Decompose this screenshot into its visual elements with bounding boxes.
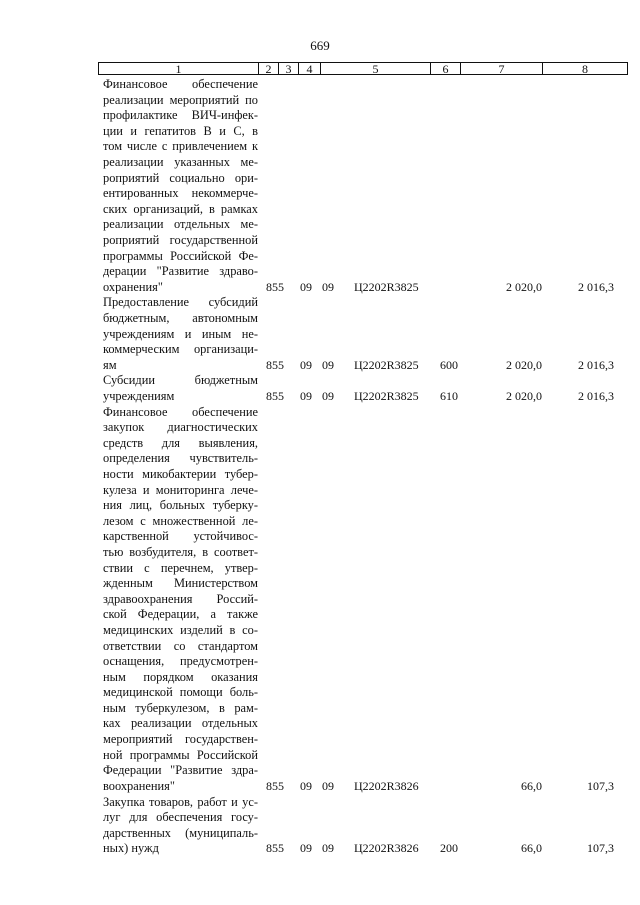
description-line: ции и гепатитов В и С, в	[103, 123, 258, 138]
description-line: Финансовое обеспечение	[103, 404, 258, 419]
description-line: коммерческим организаци-	[103, 342, 258, 357]
header-col-2: 2	[258, 62, 278, 75]
header-col-4: 4	[298, 62, 320, 75]
cell-c3: 09	[300, 279, 312, 294]
header-col-8: 8	[542, 62, 628, 75]
description-line: Федерации "Развитие здра-	[103, 763, 258, 778]
description-line: ной программы Российской	[103, 747, 258, 762]
description-line: реализации мероприятий по	[103, 92, 258, 107]
cell-c4: 09	[322, 389, 334, 403]
description-line: мероприятий государствен-	[103, 732, 258, 747]
cell-c7: 2 020,0	[506, 279, 542, 294]
description-line: программы Российской Фе-	[103, 248, 258, 263]
description-line: медицинских изделий в со-	[103, 622, 258, 637]
cell-c7: 2 020,0	[506, 389, 542, 403]
description-line: ям	[103, 357, 117, 372]
row-description	[103, 795, 258, 857]
cell-c4: 09	[322, 279, 334, 294]
header-col-6: 6	[430, 62, 460, 75]
description-line: ным туберкулезом, в рам-	[103, 700, 258, 715]
cell-c6: 200	[440, 841, 458, 856]
description-line: карственной устойчивос-	[103, 529, 258, 544]
cell-c2: 855	[266, 389, 284, 403]
description-line: ответствии со стандартом	[103, 638, 258, 653]
description-line: роприятий государственной	[103, 232, 258, 247]
cell-c8: 2 016,3	[578, 389, 614, 403]
description-line: лезом с множественной ле-	[103, 513, 258, 528]
description-line: реализации отдельных ме-	[103, 217, 258, 232]
row-description	[103, 295, 258, 373]
description-line: дерации "Развитие здраво-	[103, 264, 258, 279]
cell-c2: 855	[266, 357, 284, 372]
description-line: медицинской помощи боль-	[103, 685, 258, 700]
row-description	[103, 373, 258, 404]
cell-c5: Ц2202R3826	[354, 779, 419, 793]
description-line: учреждениям и иным не-	[103, 326, 258, 341]
description-line: средств для выявления,	[103, 435, 258, 450]
description-line: жденным Министерством	[103, 576, 258, 591]
description-line: ным порядком оказания	[103, 669, 258, 684]
description-line: оснащения, предусмотрен-	[103, 654, 258, 669]
cell-c7: 2 020,0	[506, 357, 542, 372]
description-line: Финансовое обеспечение	[103, 77, 258, 91]
description-line: ния лиц, больных туберку-	[103, 498, 258, 513]
row-description	[103, 405, 258, 795]
table-header	[98, 62, 628, 76]
description-line: Предоставление субсидий	[103, 295, 258, 310]
header-col-1: 1	[98, 62, 258, 75]
cell-c3: 09	[300, 841, 312, 856]
cell-c3: 09	[300, 779, 312, 793]
header-col-3: 3	[278, 62, 298, 75]
description-line: луг для обеспечения госу-	[103, 810, 258, 825]
description-line: учреждениям	[103, 388, 175, 403]
cell-c4: 09	[322, 357, 334, 372]
description-line: тью возбудителя, в соответ-	[103, 544, 258, 559]
cell-c7: 66,0	[521, 841, 542, 856]
row-description	[103, 77, 258, 295]
description-line: профилактике ВИЧ-инфек-	[103, 108, 258, 123]
description-line: роприятий социально ори-	[103, 170, 258, 185]
cell-c3: 09	[300, 357, 312, 372]
description-line: дарственных (муниципаль-	[103, 825, 258, 840]
description-line: ских организаций, в рамках	[103, 201, 258, 216]
description-line: здравоохранения Россий-	[103, 591, 258, 606]
description-line: ской Федерации, а также	[103, 607, 258, 622]
description-line: ках реализации отдельных	[103, 716, 258, 731]
page-number: 669	[310, 38, 330, 53]
cell-c4: 09	[322, 841, 334, 856]
description-line: закупок диагностических	[103, 420, 258, 435]
description-line: Субсидии бюджетным	[103, 373, 258, 388]
description-line: Закупка товаров, работ и ус-	[103, 794, 258, 809]
cell-c6: 610	[440, 389, 458, 403]
cell-c8: 2 016,3	[578, 279, 614, 294]
cell-c2: 855	[266, 279, 284, 294]
cell-c8: 107,3	[587, 779, 614, 793]
cell-c5: Ц2202R3825	[354, 357, 419, 372]
description-line: том числе с привлечением к	[103, 139, 258, 154]
description-line: бюджетным, автономным	[103, 310, 258, 325]
description-line: ентированных некоммерче-	[103, 186, 258, 201]
description-line: охранения"	[103, 279, 163, 294]
cell-c2: 855	[266, 841, 284, 856]
description-line: кулеза и мониторинга лече-	[103, 482, 258, 497]
description-line: ствии с перечнем, утвер-	[103, 560, 258, 575]
description-line: определения чувствитель-	[103, 451, 258, 466]
cell-c8: 107,3	[587, 841, 614, 856]
description-line: ных) нужд	[103, 841, 159, 856]
cell-c8: 2 016,3	[578, 357, 614, 372]
cell-c7: 66,0	[521, 779, 542, 793]
cell-c5: Ц2202R3826	[354, 841, 419, 856]
cell-c5: Ц2202R3825	[354, 389, 419, 403]
header-col-7: 7	[460, 62, 542, 75]
cell-c3: 09	[300, 389, 312, 403]
header-col-5: 5	[320, 62, 430, 75]
cell-c5: Ц2202R3825	[354, 279, 419, 294]
cell-c2: 855	[266, 779, 284, 793]
cell-c6: 600	[440, 357, 458, 372]
description-line: ности микобактерии тубер-	[103, 466, 258, 481]
cell-c4: 09	[322, 779, 334, 793]
description-line: реализации указанных ме-	[103, 154, 258, 169]
description-line: воохранения"	[103, 778, 175, 793]
